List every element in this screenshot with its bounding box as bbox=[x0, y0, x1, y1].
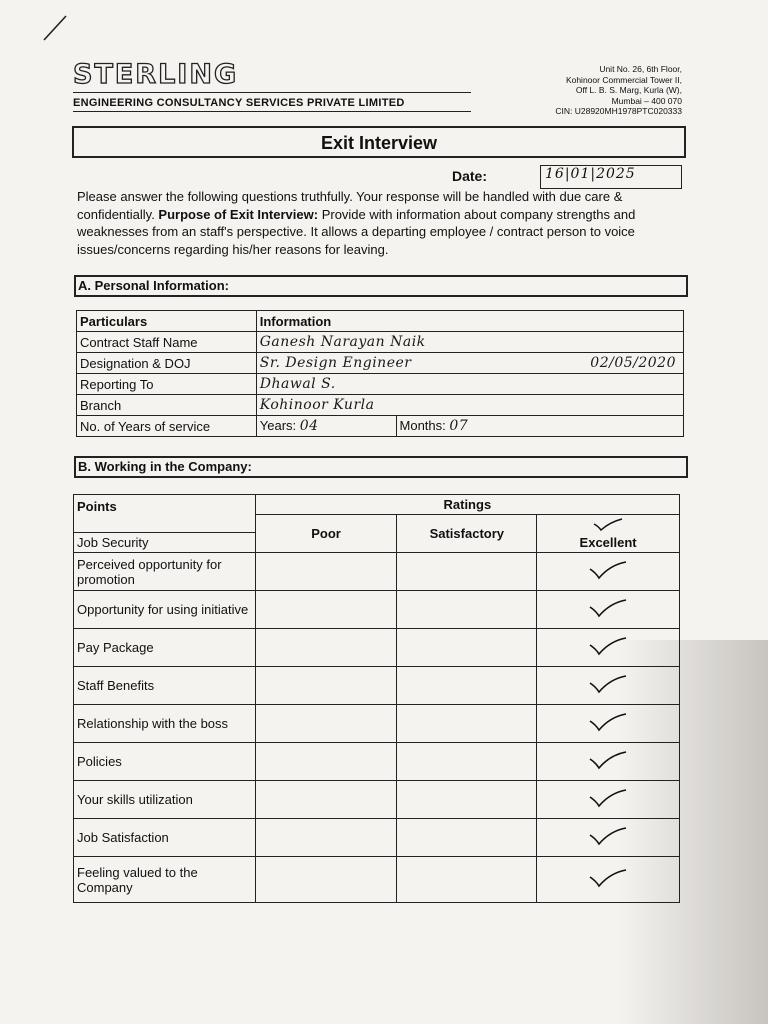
designation-value: Sr. Design Engineer bbox=[259, 355, 412, 371]
rating-point-label: Your skills utilization bbox=[74, 781, 256, 819]
rating-point-label: Staff Benefits bbox=[74, 667, 256, 705]
rating-cell-satisfactory[interactable] bbox=[397, 667, 537, 705]
rating-point-label: Pay Package bbox=[74, 629, 256, 667]
rating-point-label: Opportunity for using initiative bbox=[74, 591, 256, 629]
checkmark-icon bbox=[586, 635, 630, 657]
rating-cell-satisfactory[interactable] bbox=[397, 705, 537, 743]
months-value: 07 bbox=[449, 418, 469, 434]
rating-cell-excellent[interactable] bbox=[537, 667, 680, 705]
rating-cell-poor[interactable] bbox=[255, 553, 397, 591]
date-field[interactable] bbox=[540, 165, 682, 189]
col-information: Information bbox=[256, 311, 683, 332]
section-a-heading: A. Personal Information: bbox=[74, 275, 688, 297]
col-excellent bbox=[537, 515, 680, 553]
checkmark-icon bbox=[586, 559, 630, 581]
rating-point-label: Job Security bbox=[74, 533, 256, 553]
table-row bbox=[74, 667, 680, 705]
branch-field[interactable] bbox=[256, 395, 683, 416]
table-header-row bbox=[77, 311, 684, 332]
rating-cell-poor[interactable] bbox=[255, 629, 397, 667]
row-label: Branch bbox=[77, 395, 257, 416]
years-label: Years: bbox=[259, 418, 297, 433]
personal-info-table bbox=[76, 310, 684, 437]
rating-cell-poor[interactable] bbox=[255, 781, 397, 819]
rating-cell-satisfactory[interactable] bbox=[397, 857, 537, 903]
table-row bbox=[74, 857, 680, 903]
table-row bbox=[77, 395, 684, 416]
intro-part-1: Please answer the following questions truthfully. Your response will be handled with due care & confidentially. bbox=[77, 189, 623, 222]
checkmark-icon bbox=[586, 787, 630, 809]
col-points: Points bbox=[74, 495, 256, 533]
table-row bbox=[74, 705, 680, 743]
rating-cell-poor[interactable] bbox=[255, 743, 397, 781]
table-row bbox=[74, 743, 680, 781]
col-ratings: Ratings bbox=[255, 495, 679, 515]
table-row bbox=[74, 553, 680, 591]
company-address bbox=[555, 64, 682, 117]
rating-point-label: Job Satisfaction bbox=[74, 819, 256, 857]
years-field[interactable] bbox=[256, 416, 396, 437]
intro-part-2: Provide with information about company strengths and weaknesses from an staff's perspective. It allows a departing employee / contract person to voice issues/concerns regarding his/her reasons for leaving. bbox=[77, 206, 636, 257]
section-b-heading: B. Working in the Company: bbox=[74, 456, 688, 478]
company-name: STERLING bbox=[73, 59, 239, 90]
table-row bbox=[74, 591, 680, 629]
rating-cell-satisfactory[interactable] bbox=[397, 553, 537, 591]
date-label: Date: bbox=[452, 168, 488, 184]
rating-point-label: Policies bbox=[74, 743, 256, 781]
table-row bbox=[77, 353, 684, 374]
rating-cell-excellent[interactable] bbox=[537, 819, 680, 857]
months-label: Months: bbox=[399, 418, 446, 433]
address-line: Unit No. 26, 6th Floor, bbox=[599, 64, 682, 74]
address-line: CIN: U28920MH1978PTC020333 bbox=[555, 106, 682, 116]
rating-cell-excellent[interactable] bbox=[537, 781, 680, 819]
rating-cell-poor[interactable] bbox=[255, 857, 397, 903]
staff-name-value: Ganesh Narayan Naik bbox=[259, 334, 426, 350]
checkmark-icon bbox=[588, 518, 628, 532]
col-satisfactory: Satisfactory bbox=[397, 515, 537, 553]
table-row bbox=[77, 374, 684, 395]
checkmark-icon bbox=[586, 597, 630, 619]
table-header-row bbox=[74, 495, 680, 515]
rating-cell-excellent[interactable] bbox=[537, 553, 680, 591]
company-subtitle: ENGINEERING CONSULTANCY SERVICES PRIVATE LIMITED bbox=[73, 97, 471, 112]
col-excellent-label: Excellent bbox=[579, 534, 637, 550]
rating-cell-poor[interactable] bbox=[255, 705, 397, 743]
col-poor: Poor bbox=[255, 515, 397, 553]
rating-cell-poor[interactable] bbox=[255, 819, 397, 857]
years-value: 04 bbox=[299, 418, 319, 434]
branch-value: Kohinoor Kurla bbox=[259, 397, 375, 413]
table-row bbox=[74, 819, 680, 857]
checkmark-icon bbox=[586, 825, 630, 847]
doj-value: 02/05/2020 bbox=[590, 355, 676, 371]
checkmark-icon bbox=[586, 673, 630, 695]
rating-point-label: Feeling valued to the Company bbox=[74, 857, 256, 903]
rating-cell-satisfactory[interactable] bbox=[397, 629, 537, 667]
checkmark-icon bbox=[586, 867, 630, 889]
designation-field[interactable] bbox=[256, 353, 683, 374]
row-label: Designation & DOJ bbox=[77, 353, 257, 374]
rating-cell-satisfactory[interactable] bbox=[397, 819, 537, 857]
staff-name-field[interactable] bbox=[256, 332, 683, 353]
checkmark-icon bbox=[586, 711, 630, 733]
intro-purpose-heading: Purpose of Exit Interview: bbox=[158, 206, 319, 222]
rating-point-label: Relationship with the boss bbox=[74, 705, 256, 743]
reporting-to-value: Dhawal S. bbox=[259, 376, 336, 392]
address-line: Kohinoor Commercial Tower II, bbox=[565, 74, 682, 85]
rating-cell-excellent[interactable] bbox=[537, 743, 680, 781]
col-particulars: Particulars bbox=[77, 311, 257, 332]
table-row bbox=[74, 629, 680, 667]
intro-text bbox=[77, 188, 687, 258]
rating-cell-satisfactory[interactable] bbox=[397, 743, 537, 781]
logo-rule bbox=[73, 92, 471, 93]
rating-cell-poor[interactable] bbox=[255, 591, 397, 629]
checkmark-icon bbox=[586, 749, 630, 771]
row-label: Reporting To bbox=[77, 374, 257, 395]
reporting-to-field[interactable] bbox=[256, 374, 683, 395]
rating-cell-poor[interactable] bbox=[255, 667, 397, 705]
table-row bbox=[77, 332, 684, 353]
row-label: Contract Staff Name bbox=[77, 332, 257, 353]
rating-point-label: Perceived opportunity for promotion bbox=[74, 553, 256, 591]
address-line: Off L. B. S. Marg, Kurla (W), bbox=[575, 85, 682, 95]
rating-cell-excellent[interactable] bbox=[537, 629, 680, 667]
form-title: Exit Interview bbox=[72, 126, 686, 158]
rating-cell-satisfactory[interactable] bbox=[397, 591, 537, 629]
working-ratings-table bbox=[73, 494, 680, 903]
rating-cell-satisfactory[interactable] bbox=[397, 781, 537, 819]
company-logo bbox=[73, 60, 471, 112]
date-value: 16|01|2025 bbox=[545, 166, 636, 182]
pen-stroke-mark bbox=[40, 12, 70, 44]
months-field[interactable] bbox=[396, 416, 683, 437]
rating-cell-excellent[interactable] bbox=[537, 591, 680, 629]
address-line: Mumbai – 400 070 bbox=[611, 95, 682, 106]
table-row bbox=[74, 781, 680, 819]
rating-cell-excellent[interactable] bbox=[537, 705, 680, 743]
rating-cell-excellent[interactable] bbox=[537, 857, 680, 903]
row-label: No. of Years of service bbox=[77, 416, 257, 437]
table-row bbox=[77, 416, 684, 437]
